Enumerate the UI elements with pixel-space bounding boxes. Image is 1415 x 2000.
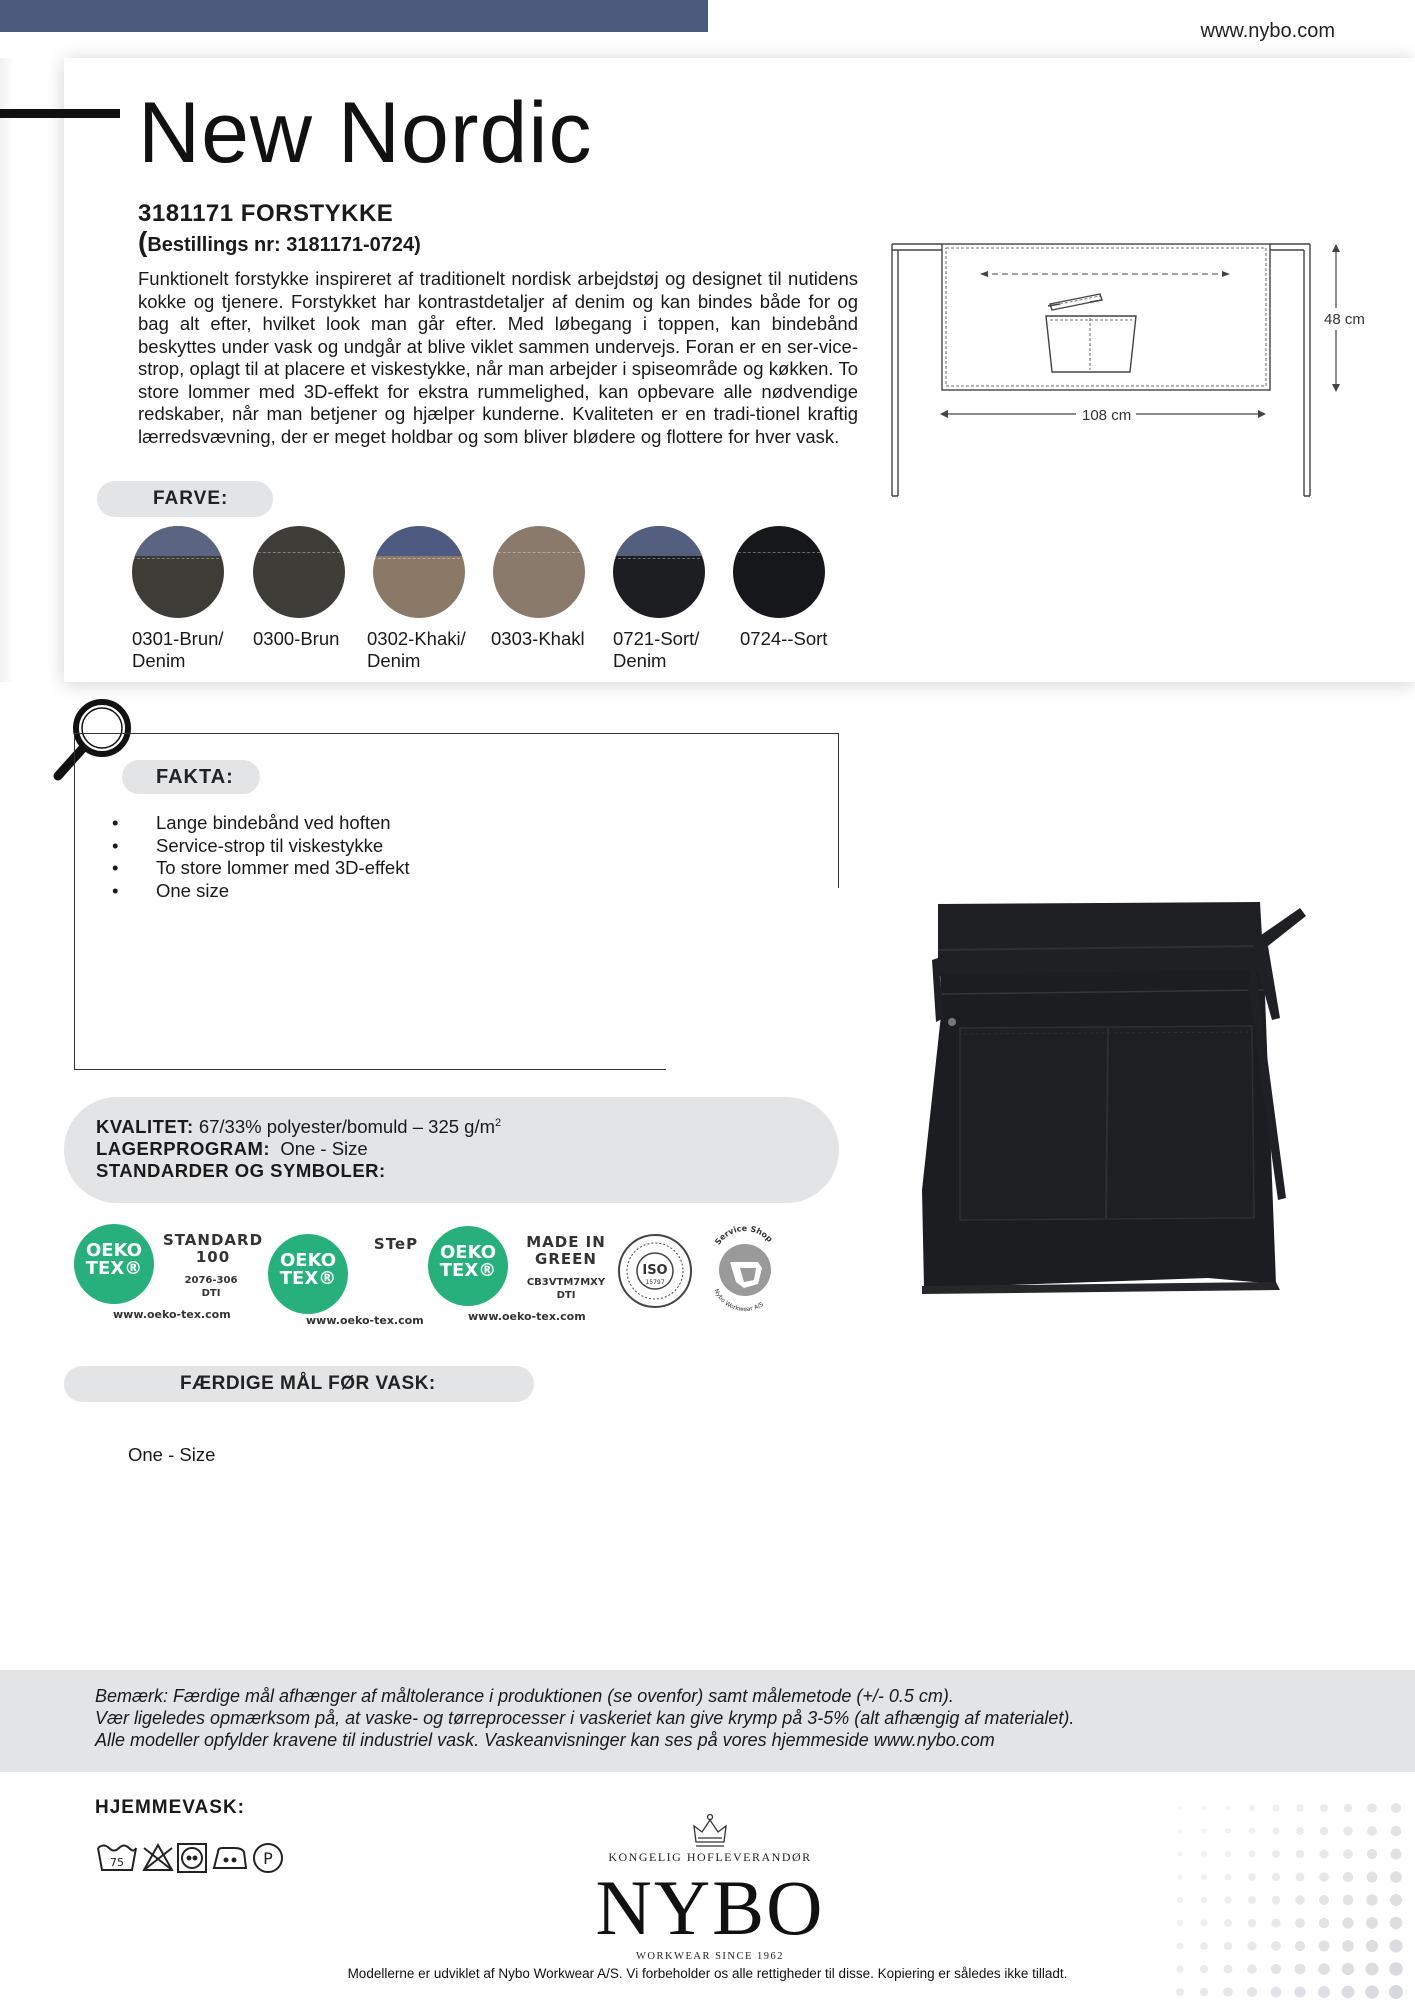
decorative-dot [1177, 1943, 1184, 1950]
decorative-dot [1200, 1988, 1209, 1997]
decorative-dot [1176, 1988, 1184, 1996]
svg-text:ISO: ISO [642, 1263, 668, 1278]
site-url[interactable]: www.nybo.com [1200, 20, 1335, 42]
decorative-dot [1342, 1986, 1355, 1999]
swatch-band [613, 526, 705, 556]
decorative-dot [1367, 1872, 1378, 1883]
stock-value: One - Size [280, 1138, 368, 1159]
apron-product-photo [908, 898, 1308, 1398]
nybo-logo [560, 1808, 860, 1968]
collection-title: New Nordic [138, 85, 593, 181]
decorative-dot [1224, 1919, 1232, 1927]
decorative-dot [1296, 1873, 1305, 1882]
quality-label: KVALITET: [96, 1116, 194, 1137]
decorative-dot [1366, 1917, 1378, 1929]
brand-since: WORKWEAR SINCE 1962 [635, 1951, 785, 1962]
decorative-dot [1248, 1942, 1257, 1951]
decorative-dot [1201, 1828, 1206, 1833]
color-swatch-0301[interactable] [132, 526, 224, 618]
card-side-shadow [0, 58, 14, 682]
swatch-band [373, 526, 465, 556]
decorative-dot [1389, 1985, 1403, 1999]
width-label: 108 cm [1082, 407, 1132, 424]
decorative-dot [1366, 1940, 1378, 1952]
no-bleach-icon [144, 1845, 172, 1870]
quality-line [96, 1116, 501, 1138]
cert1-url: www.oeko-tex.com [113, 1308, 231, 1321]
tumble-dry-icon [178, 1844, 206, 1872]
decorative-dot [1248, 1896, 1256, 1904]
measurements-value: One - Size [128, 1444, 216, 1465]
decorative-dot [1342, 1940, 1354, 1952]
decorative-dot [1224, 1896, 1231, 1903]
svg-text:15797: 15797 [645, 1279, 665, 1286]
oeko-tex-logo-step: OEKO TEX® [268, 1234, 348, 1314]
decorative-dot [1177, 1897, 1183, 1903]
decorative-dot [1271, 1987, 1282, 1998]
swatch-stitch [253, 552, 345, 553]
decorative-dot [1367, 1803, 1376, 1812]
decorative-dot [1391, 1826, 1402, 1837]
care-symbols [96, 1840, 316, 1876]
copyright-notice: Modellerne er udviklet af Nybo Workwear A/S. Vi forbeholder os alle rettigheder til disse. Kopiering er således ikke tilladt. [347, 1966, 1068, 1981]
decorative-dot [1391, 1849, 1402, 1860]
decorative-dot [1296, 1804, 1303, 1811]
decorative-dot [1296, 1827, 1304, 1835]
royal-warrant-text: KONGELIG HOFLEVERANDØR [608, 1850, 812, 1864]
decorative-dot [1390, 1940, 1403, 1953]
decorative-dot [1224, 1942, 1232, 1950]
height-label: 48 cm [1324, 311, 1365, 328]
color-label-0724: 0724--Sort [740, 628, 828, 649]
color-label-0301: 0301-Brun/ Denim [132, 628, 224, 671]
decorative-dot [1319, 1872, 1329, 1882]
cert3-title: MADE IN GREEN [526, 1233, 606, 1268]
measurements-heading: FÆRDIGE MÅL FØR VASK: [64, 1366, 534, 1402]
crown-icon [690, 1812, 730, 1850]
decorative-dot [1343, 1849, 1353, 1859]
color-swatch-0303[interactable] [493, 526, 585, 618]
svg-text:P: P [263, 1849, 273, 1868]
decorative-dot [1366, 1894, 1377, 1905]
top-accent-bar [0, 0, 708, 32]
svg-text:Service Shop: Service Shop [713, 1223, 775, 1247]
color-swatch-0302[interactable] [373, 526, 465, 618]
standards-label: STANDARDER OG SYMBOLER: [96, 1160, 386, 1181]
iso-15797-seal-icon [616, 1232, 694, 1310]
decorative-dot [1201, 1851, 1207, 1857]
decorative-dot [1225, 1851, 1231, 1857]
cert1-title: STANDARD 100 [162, 1231, 264, 1266]
decorative-dot [1225, 1805, 1230, 1810]
fact-item: • Lange bindebånd ved hoften [112, 812, 410, 835]
fact-item: • One size [112, 880, 410, 903]
color-label-0302: 0302-Khaki/ Denim [367, 628, 466, 671]
notice-line: Bemærk: Færdige mål afhænger af måltolerance i produktionen (se ovenfor) samt målemetode (+/- 0.5 cm). [95, 1686, 954, 1706]
facts-border-top [74, 733, 839, 734]
decorative-dot [1249, 1828, 1256, 1835]
decorative-dot [1202, 1806, 1207, 1811]
quality-unit-sup: 2 [495, 1116, 502, 1129]
cert3-code: CB3VTM7MXY DTI [526, 1277, 606, 1301]
fact-item: • To store lommer med 3D-effekt [112, 857, 410, 880]
decorative-dot [1272, 1827, 1279, 1834]
decorative-dot [1223, 1987, 1232, 1996]
product-code-title: 3181171 FORSTYKKE [138, 200, 394, 227]
decorative-dot [1318, 1986, 1330, 1998]
color-label-0303: 0303-Khakl [491, 628, 585, 649]
decorative-dot [1178, 1852, 1183, 1857]
colors-heading: FARVE: [97, 481, 273, 517]
decorative-dot [1248, 1919, 1257, 1928]
decorative-dot [1200, 1919, 1207, 1926]
product-description: Funktionelt forstykke inspireret af traditionelt nordisk arbejdstøj og designet til nutidens kokke og tjenere. Forstykket har kontrastdetaljer af denim og kan bindes både for og bag alt efter, hvilket look man går efter. Med løbegang i toppen, kan bindebånd beskyttes under vask og undgår at blive viklet sammen undervejs. Foran er en ser-vice-strop, oplagt til at placere et viskestykke, når man arbejder i spiseområde og køkken. To store lommer med 3D-effekt for ekstra rummelighed, kan opbevare alle nødvendige redskaber, når man betjener og hjælper kunderne. Kvaliteten er en tradi-tionel kraftig lærredsvævning, der er meget holdbar og som bliver blødere og flottere for hver vask. [138, 268, 858, 447]
cert2-url: www.oeko-tex.com [306, 1314, 424, 1327]
apron-size-diagram [890, 240, 1370, 500]
decorative-dot [1225, 1828, 1231, 1834]
decorative-dot [1391, 1803, 1401, 1813]
decorative-dot [1295, 1918, 1305, 1928]
decorative-dot [1272, 1850, 1280, 1858]
decorative-dot [1320, 1804, 1328, 1812]
decorative-dot [1201, 1897, 1208, 1904]
facts-border-left [74, 733, 75, 1070]
decorative-dot [1273, 1805, 1280, 1812]
decorative-dot [1319, 1941, 1330, 1952]
decorative-dot [1296, 1850, 1304, 1858]
oeko-tex-logo-made-in-green: OEKO TEX® [428, 1226, 508, 1306]
order-paren: ( [138, 226, 148, 257]
cert1-code: 2076-306 DTI [184, 1275, 238, 1299]
home-wash-heading: HJEMMEVASK: [95, 1797, 245, 1818]
decorative-dot [1249, 1851, 1256, 1858]
color-swatch-0724[interactable] [733, 526, 825, 618]
wash-75-icon [98, 1846, 136, 1871]
iron-icon [214, 1848, 246, 1868]
decorative-dot [1200, 1942, 1208, 1950]
decorative-dot [1272, 1896, 1281, 1905]
color-label-0300: 0300-Brun [253, 628, 340, 649]
facts-heading: FAKTA: [122, 760, 260, 794]
decorative-dot [1294, 1986, 1305, 1997]
decorative-dot [1320, 1850, 1329, 1859]
decorative-dot [1271, 1918, 1280, 1927]
fact-item: • Service-strop til viskestykke [112, 835, 410, 858]
notice-line: Alle modeller opfylder kravene til industriel vask. Vaskeanvisninger kan ses på vores hjemmeside www.nybo.com [95, 1730, 995, 1750]
decorative-dot [1272, 1873, 1280, 1881]
order-number [138, 226, 421, 258]
svg-text:Nybo Workwear A/S: Nybo Workwear A/S [712, 1288, 765, 1314]
decorative-dot [1390, 1894, 1402, 1906]
decorative-dot [1367, 1849, 1377, 1859]
title-dash [0, 109, 120, 118]
stock-line [96, 1138, 368, 1160]
svg-text:75: 75 [110, 1856, 124, 1869]
service-shop-seal-icon [700, 1222, 790, 1318]
decorative-dot [1390, 1871, 1402, 1883]
decorative-dot [1249, 1805, 1255, 1811]
swatch-stitch [132, 558, 224, 559]
order-number-text: Bestillings nr: 3181171-0724) [147, 234, 421, 256]
decorative-dot [1271, 1941, 1281, 1951]
facts-list [112, 812, 410, 902]
decorative-dot [1177, 1920, 1184, 1927]
cert3-url: www.oeko-tex.com [468, 1310, 586, 1323]
decorative-dot [1343, 1895, 1354, 1906]
decorative-dot [1367, 1826, 1377, 1836]
decorative-dot [1295, 1895, 1304, 1904]
oeko-tex-logo-standard100: OEKO TEX® [74, 1224, 154, 1304]
decorative-dot [1247, 1987, 1257, 1997]
decorative-dot [1295, 1941, 1305, 1951]
notice-band [0, 1670, 1415, 1772]
decorative-dot [1365, 1985, 1378, 1998]
decorative-dot [1177, 1874, 1183, 1880]
swatch-stitch [493, 552, 585, 553]
facts-border-bottom [74, 1069, 666, 1070]
decorative-dot [1343, 1826, 1352, 1835]
facts-border-right [838, 733, 839, 888]
notice-line: Vær ligeledes opmærksom på, at vaske- og tørreprocesser i vaskeriet kan give krymp på 3-5% (alt afhængig af materialet). [95, 1708, 1075, 1728]
brand-name: NYBO [595, 1864, 825, 1951]
decorative-dot [1320, 1827, 1329, 1836]
decorative-dot [1319, 1918, 1330, 1929]
standards-line [96, 1160, 386, 1182]
decorative-dot [1178, 1806, 1182, 1810]
decorative-dot [1178, 1829, 1183, 1834]
swatch-stitch [613, 558, 705, 559]
decorative-dot [1344, 1804, 1353, 1813]
dry-clean-p-icon [254, 1844, 282, 1872]
swatch-stitch [733, 552, 825, 553]
cert2-title: STeP [373, 1235, 419, 1253]
decorative-dot [1343, 1872, 1353, 1882]
swatch-band [132, 526, 224, 556]
color-label-0721: 0721-Sort/ Denim [613, 628, 700, 671]
quality-value: 67/33% polyester/bomuld – 325 g/m [198, 1116, 496, 1137]
decorative-dot [1248, 1873, 1256, 1881]
decorative-dot [1201, 1874, 1207, 1880]
swatch-stitch [373, 558, 465, 559]
color-swatch-0721[interactable] [613, 526, 705, 618]
decorative-dot [1390, 1917, 1403, 1930]
decorative-dot [1342, 1917, 1353, 1928]
color-swatch-0300[interactable] [253, 526, 345, 618]
stock-label: LAGERPROGRAM: [96, 1138, 271, 1159]
decorative-dot [1319, 1895, 1329, 1905]
decorative-dot [1225, 1874, 1232, 1881]
